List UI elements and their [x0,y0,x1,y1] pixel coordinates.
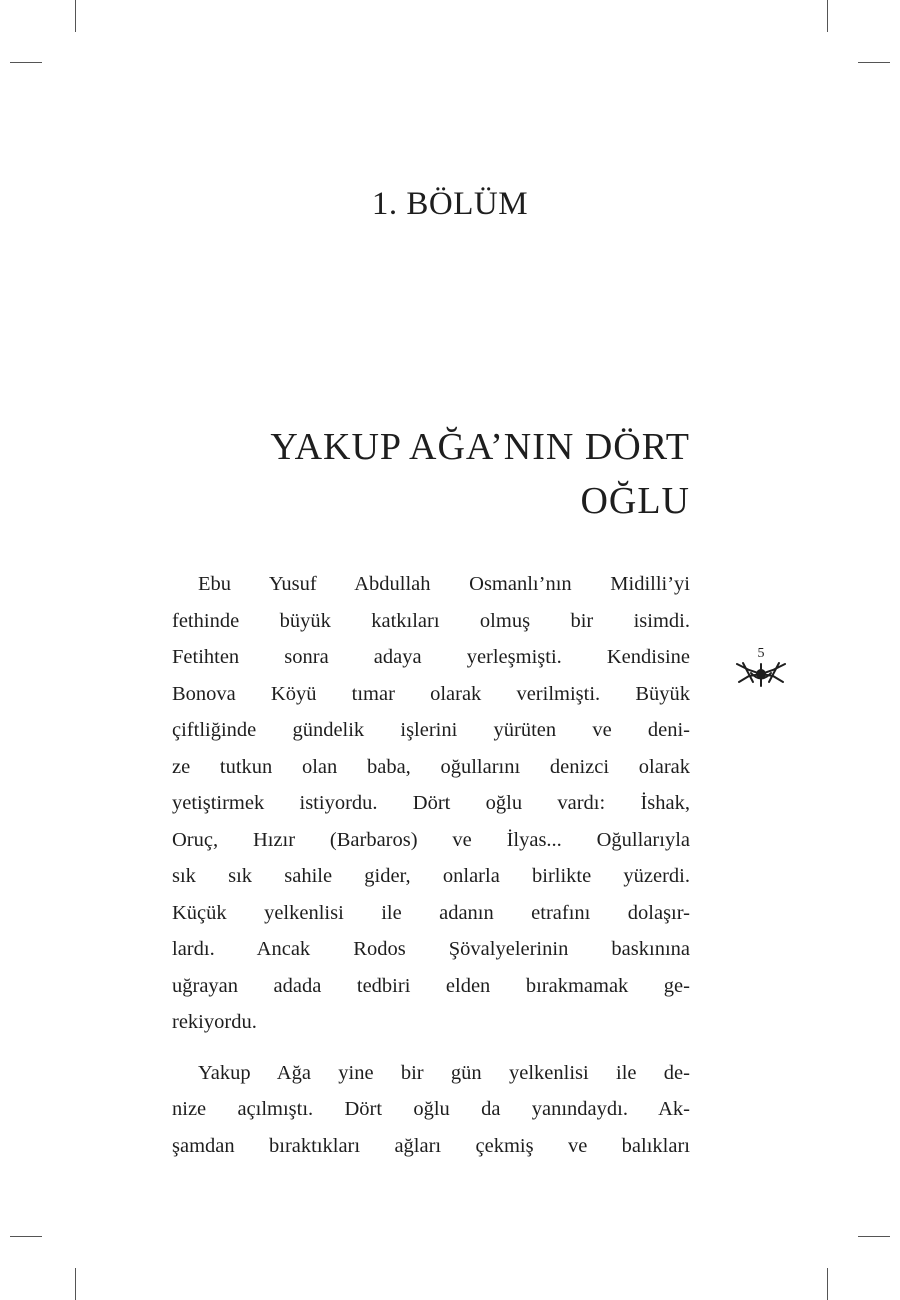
text-line: Yakup Ağa yine bir gün yelkenlisi ile de- [198,1061,690,1084]
chapter-title-line-1: YAKUP AĞA’NIN DÖRT [270,426,690,468]
text-line: sık sık sahile gider, onlarla birlikte yüzerdi. [172,865,690,887]
paragraph-gap [172,1041,690,1055]
chapter-label: 1. BÖLÜM [371,186,529,222]
crop-mark-left-top [10,62,42,63]
paragraph-1 [172,566,690,1041]
text-line: yetiştirmek istiyordu. Dört oğlu vardı: İshak, [172,792,690,814]
text-line: fethinde büyük katkıları olmuş bir isimdi. [172,609,690,632]
crop-mark-bottom-right [827,1268,828,1300]
crop-mark-right-top [858,62,890,63]
text-line: Ebu Yusuf Abdullah Osmanlı’nın Midilli’yi [198,573,690,595]
chapter-title-line-2: OĞLU [580,480,690,522]
text-line: rekiyordu. [172,1011,257,1033]
page-folio [732,646,790,692]
text-line: Küçük yelkenlisi ile adanın etrafını dolaşır- [172,901,690,924]
text-line: nize açılmıştı. Dört oğlu da yanındaydı. Ak- [172,1098,690,1120]
body-text [172,566,690,1164]
chapter-title [130,420,690,528]
ship-wheel-icon [735,660,787,690]
text-line: ze tutkun olan baba, oğullarını denizci olarak [172,755,690,778]
text-line: uğrayan adada tedbiri elden bırakmamak ge- [172,974,690,997]
crop-mark-top-right [827,0,828,32]
crop-mark-top-left [75,0,76,32]
text-line: lardı. Ancak Rodos Şövalyelerinin baskınına [172,938,690,960]
text-line: şamdan bıraktıkları ağları çekmiş ve balıkları [172,1134,690,1157]
crop-mark-left-bottom [10,1236,42,1237]
page-number: 5 [757,646,765,661]
text-line: Bonova Köyü tımar olarak verilmişti. Büyük [172,682,690,705]
text-line: çiftliğinde gündelik işlerini yürüten ve deni- [172,719,690,741]
paragraph-2 [172,1055,690,1165]
crop-mark-bottom-left [75,1268,76,1300]
crop-mark-right-bottom [858,1236,890,1237]
text-line: Oruç, Hızır (Barbaros) ve İlyas... Oğullarıyla [172,828,690,851]
text-line: Fetihten sonra adaya yerleşmişti. Kendisine [172,646,690,668]
